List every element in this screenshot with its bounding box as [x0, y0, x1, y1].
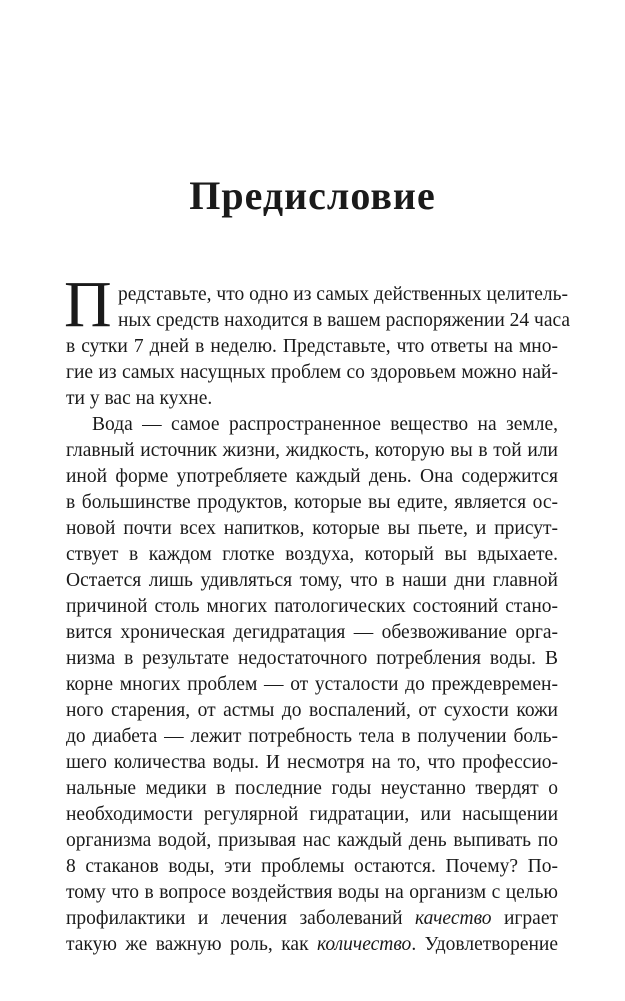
drop-cap: П — [64, 268, 112, 341]
text-line: тому что в вопросе воздействия воды на организм с целью — [66, 882, 558, 903]
text-line: вится хроническая дегидратация — обезвоживание орга- — [66, 622, 558, 643]
text-line: ного старения, от астмы до воспалений, от сухости кожи — [66, 700, 558, 721]
text-line: Остается лишь удивляться тому, что в наши дни главной — [66, 570, 558, 591]
text-line: ствует в каждом глотке воздуха, который вы вдыхаете. — [66, 544, 558, 565]
text-line: шего количества воды. И несмотря на то, что профессио- — [66, 752, 558, 773]
text-line: до диабета — лежит потребность тела в получении боль- — [66, 726, 558, 747]
text-line — [66, 932, 558, 958]
text-line: нальные медики в последние годы неустанно твердят о — [66, 778, 558, 799]
page-title: Предисловие — [189, 173, 436, 218]
text-line: низма в результате недостаточного потребления воды. В — [66, 648, 558, 669]
text-line: новой почти всех напитков, которые вы пьете, и присут- — [66, 518, 558, 539]
text-run: играет — [503, 908, 558, 929]
text-line: 8 стаканов воды, эти проблемы остаются. Почему? По- — [66, 856, 558, 877]
text-run: . Удовлетворение — [411, 934, 559, 955]
text-line: в большинстве продуктов, которые вы едите, является ос- — [66, 492, 558, 513]
text-line: Вода — самое распространенное вещество на земле, — [92, 414, 558, 435]
text-line: гие из самых насущных проблем со здоровьем можно най- — [66, 362, 558, 383]
text-line: главный источник жизни, жидкость, которую вы в той или — [66, 440, 558, 461]
text-line: иной форме употребляете каждый день. Она содержится — [66, 466, 558, 487]
text-run: профилактики и лечения заболеваний — [66, 908, 403, 929]
text-line: необходимости регулярной гидратации, или насыщении — [66, 804, 558, 825]
text-line: корне многих проблем — от усталости до преждевремен- — [66, 674, 558, 695]
text-run: такую же важную роль, как — [66, 934, 309, 955]
text-line: редставьте, что одно из самых действенных целитель- — [118, 284, 569, 305]
text-line: причиной столь многих патологических состояний стано- — [66, 596, 558, 617]
emphasis-quantity: количество — [317, 934, 412, 955]
text-line: в сутки 7 дней в неделю. Представьте, что ответы на мно- — [66, 336, 558, 357]
text-line: ти у вас на кухне. — [66, 388, 213, 409]
text-line: ных средств находится в вашем распоряжении 24 часа — [118, 310, 571, 331]
text-line: организма водой, призывая нас каждый день выпивать по — [66, 830, 558, 851]
text-line — [66, 906, 558, 932]
emphasis-quality: качество — [415, 908, 492, 929]
